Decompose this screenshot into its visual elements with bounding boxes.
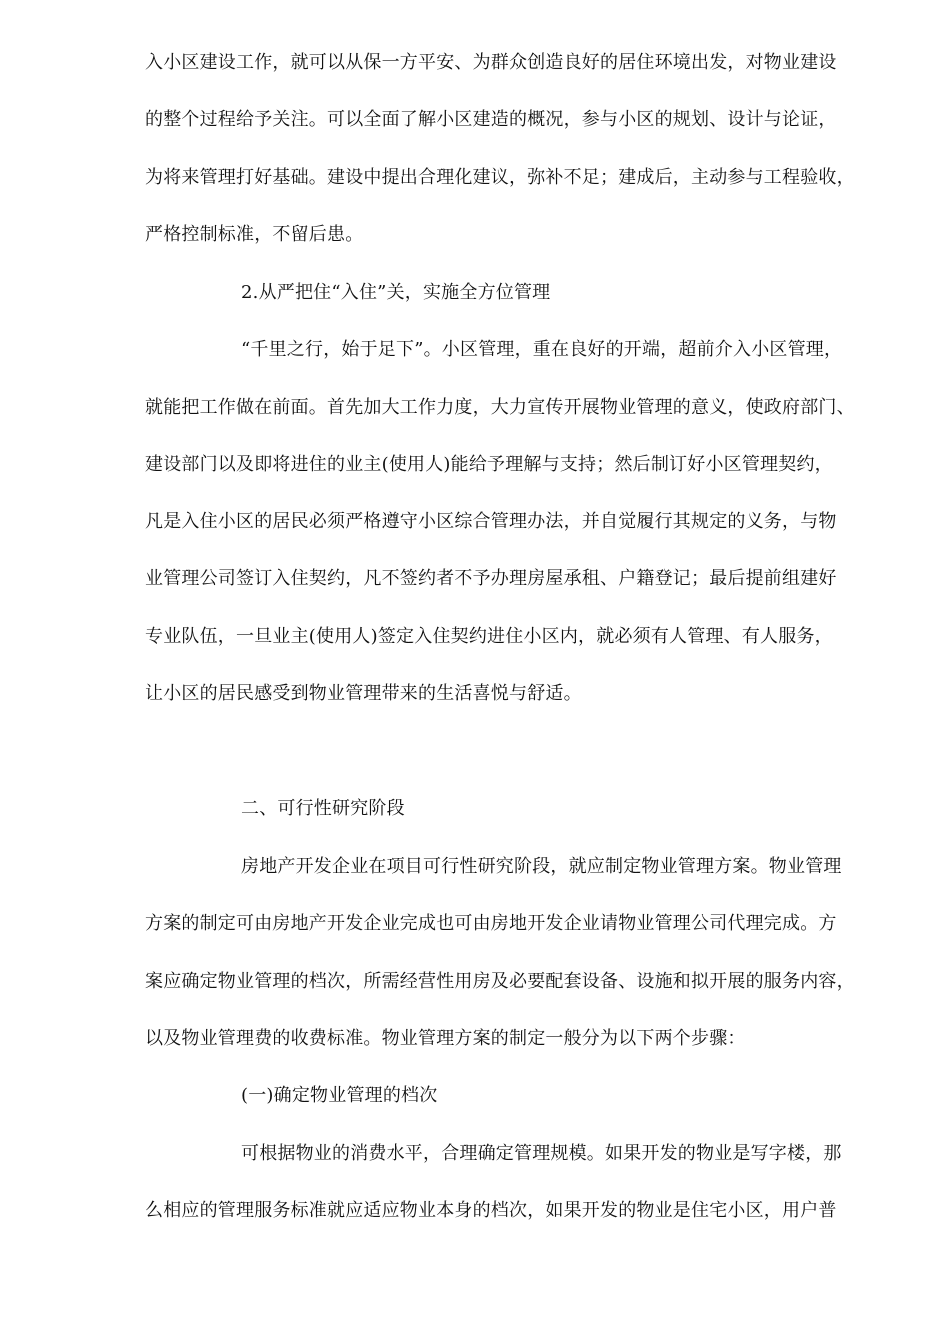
text-line: 就能把工作做在前面。首先加大工作力度，大力宣传开展物业管理的意义，使政府部门、: [145, 397, 855, 418]
paragraph-start-line: 房地产开发企业在项目可行性研究阶段，就应制定物业管理方案。物业管理: [241, 856, 842, 877]
text-line: 么相应的管理服务标准就应适应物业本身的档次，如果开发的物业是住宅小区，用户普: [145, 1200, 837, 1221]
text-line: 凡是入住小区的居民必须严格遵守小区综合管理办法，并自觉履行其规定的义务，与物: [145, 511, 837, 532]
text-line: 专业队伍，一旦业主(使用人)签定入住契约进住小区内，就必须有人管理、有人服务，: [145, 626, 833, 647]
text-line: 案应确定物业管理的档次，所需经营性用房及必要配套设备、设施和拟开展的服务内容，: [145, 971, 855, 992]
text-line: 建设部门以及即将进住的业主(使用人)能给予理解与支持；然后制订好小区管理契约，: [145, 454, 833, 475]
section-heading: 2.从严把住“入住”关，实施全方位管理: [241, 282, 551, 303]
text-line: 入小区建设工作，就可以从保一方平安、为群众创造良好的居住环境出发，对物业建设: [145, 52, 837, 73]
text-line: 让小区的居民感受到物业管理带来的生活喜悦与舒适。: [145, 683, 582, 704]
section-heading: 二、可行性研究阶段: [241, 798, 405, 819]
paragraph-start-line: “千里之行，始于足下”。小区管理，重在良好的开端，超前介入小区管理，: [241, 339, 843, 360]
text-line: 的整个过程给予关注。可以全面了解小区建造的概况，参与小区的规划、设计与论证，: [145, 109, 837, 130]
text-line: 业管理公司签订入住契约，凡不签约者不予办理房屋承租、户籍登记；最后提前组建好: [145, 568, 837, 589]
subsection-heading: (一)确定物业管理的档次: [241, 1085, 438, 1106]
text-line: 方案的制定可由房地产开发企业完成也可由房地开发企业请物业管理公司代理完成。方: [145, 913, 837, 934]
text-line: 以及物业管理费的收费标准。物业管理方案的制定一般分为以下两个步骤：: [145, 1028, 746, 1049]
paragraph-start-line: 可根据物业的消费水平，合理确定管理规模。如果开发的物业是写字楼，那: [241, 1143, 842, 1164]
text-line: 为将来管理打好基础。建设中提出合理化建议，弥补不足；建成后，主动参与工程验收，: [145, 167, 855, 188]
text-line: 严格控制标准，不留后患。: [145, 224, 364, 245]
